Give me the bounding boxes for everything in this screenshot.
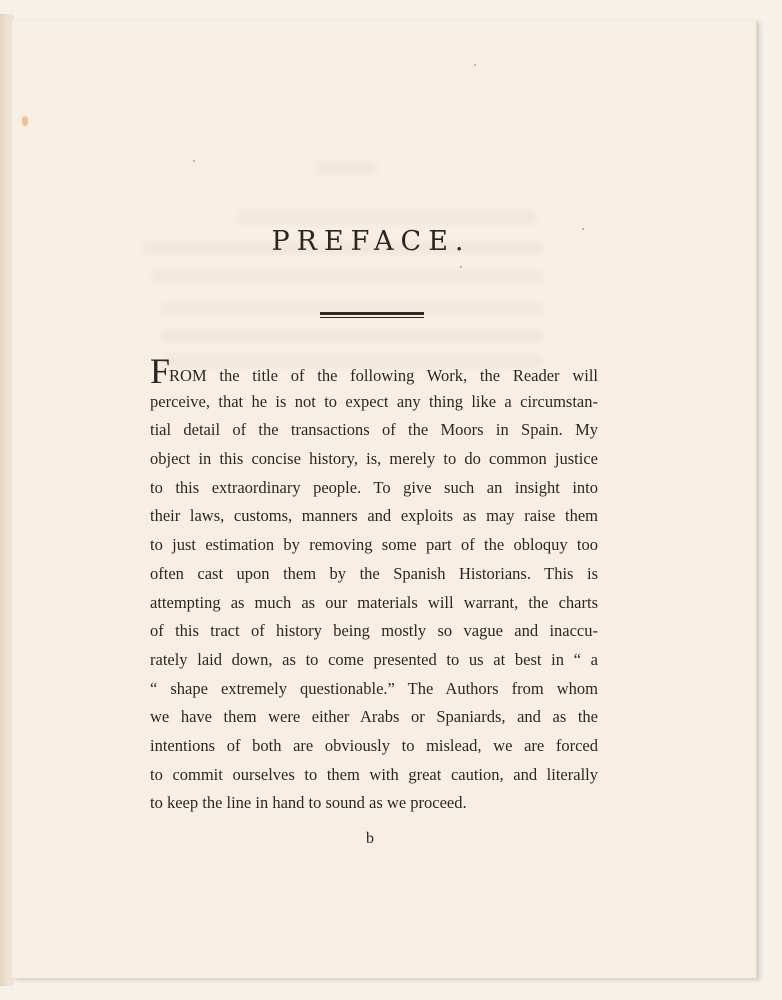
text-line: we have them were either Arabs or Spaniards, and as the [150, 707, 598, 727]
text-line: object in this concise history, is, merely to do common justice [150, 449, 598, 469]
text-line: of this tract of history being mostly so vague and inaccu- [150, 621, 598, 641]
show-through-text [317, 162, 377, 174]
text-line: their laws, customs, manners and exploits as may raise them [150, 506, 598, 526]
signature-mark: b [366, 830, 374, 847]
paper-stain [22, 116, 28, 126]
decorative-rule-thin [320, 317, 424, 318]
text-line: often cast upon them by the Spanish Historians. This is [150, 563, 598, 583]
text-line-content: ROM the title of the following Work, the Reader will [169, 366, 598, 385]
decorative-rule [320, 312, 424, 315]
show-through-text [162, 330, 542, 342]
text-line [150, 351, 598, 391]
paper-speck [460, 266, 462, 268]
text-line: to this extraordinary people. To give such an insight into [150, 477, 598, 497]
show-through-text [237, 212, 537, 224]
paper-speck [474, 64, 476, 66]
text-line: rately laid down, as to come presented to us at best in “ a [150, 649, 598, 669]
text-line: attempting as much as our materials will warrant, the charts [150, 592, 598, 612]
text-line: intentions of both are obviously to mislead, we are forced [150, 735, 598, 755]
text-line: tial detail of the transactions of the Moors in Spain. My [150, 420, 598, 440]
text-line: to keep the line in hand to sound as we proceed. [150, 793, 467, 813]
text-line: perceive, that he is not to expect any thing like a circumstan- [150, 391, 598, 411]
drop-cap: F [150, 351, 170, 391]
page-heading: PREFACE. [271, 226, 471, 257]
paper-speck [193, 160, 195, 162]
text-line: to commit ourselves to them with great caution, and literally [150, 764, 598, 784]
text-line: to just estimation by removing some part of the obloquy too [150, 535, 598, 555]
show-through-text [152, 270, 542, 282]
preface-body [150, 351, 598, 818]
text-line: “ shape extremely questionable.” The Authors from whom [150, 678, 598, 698]
